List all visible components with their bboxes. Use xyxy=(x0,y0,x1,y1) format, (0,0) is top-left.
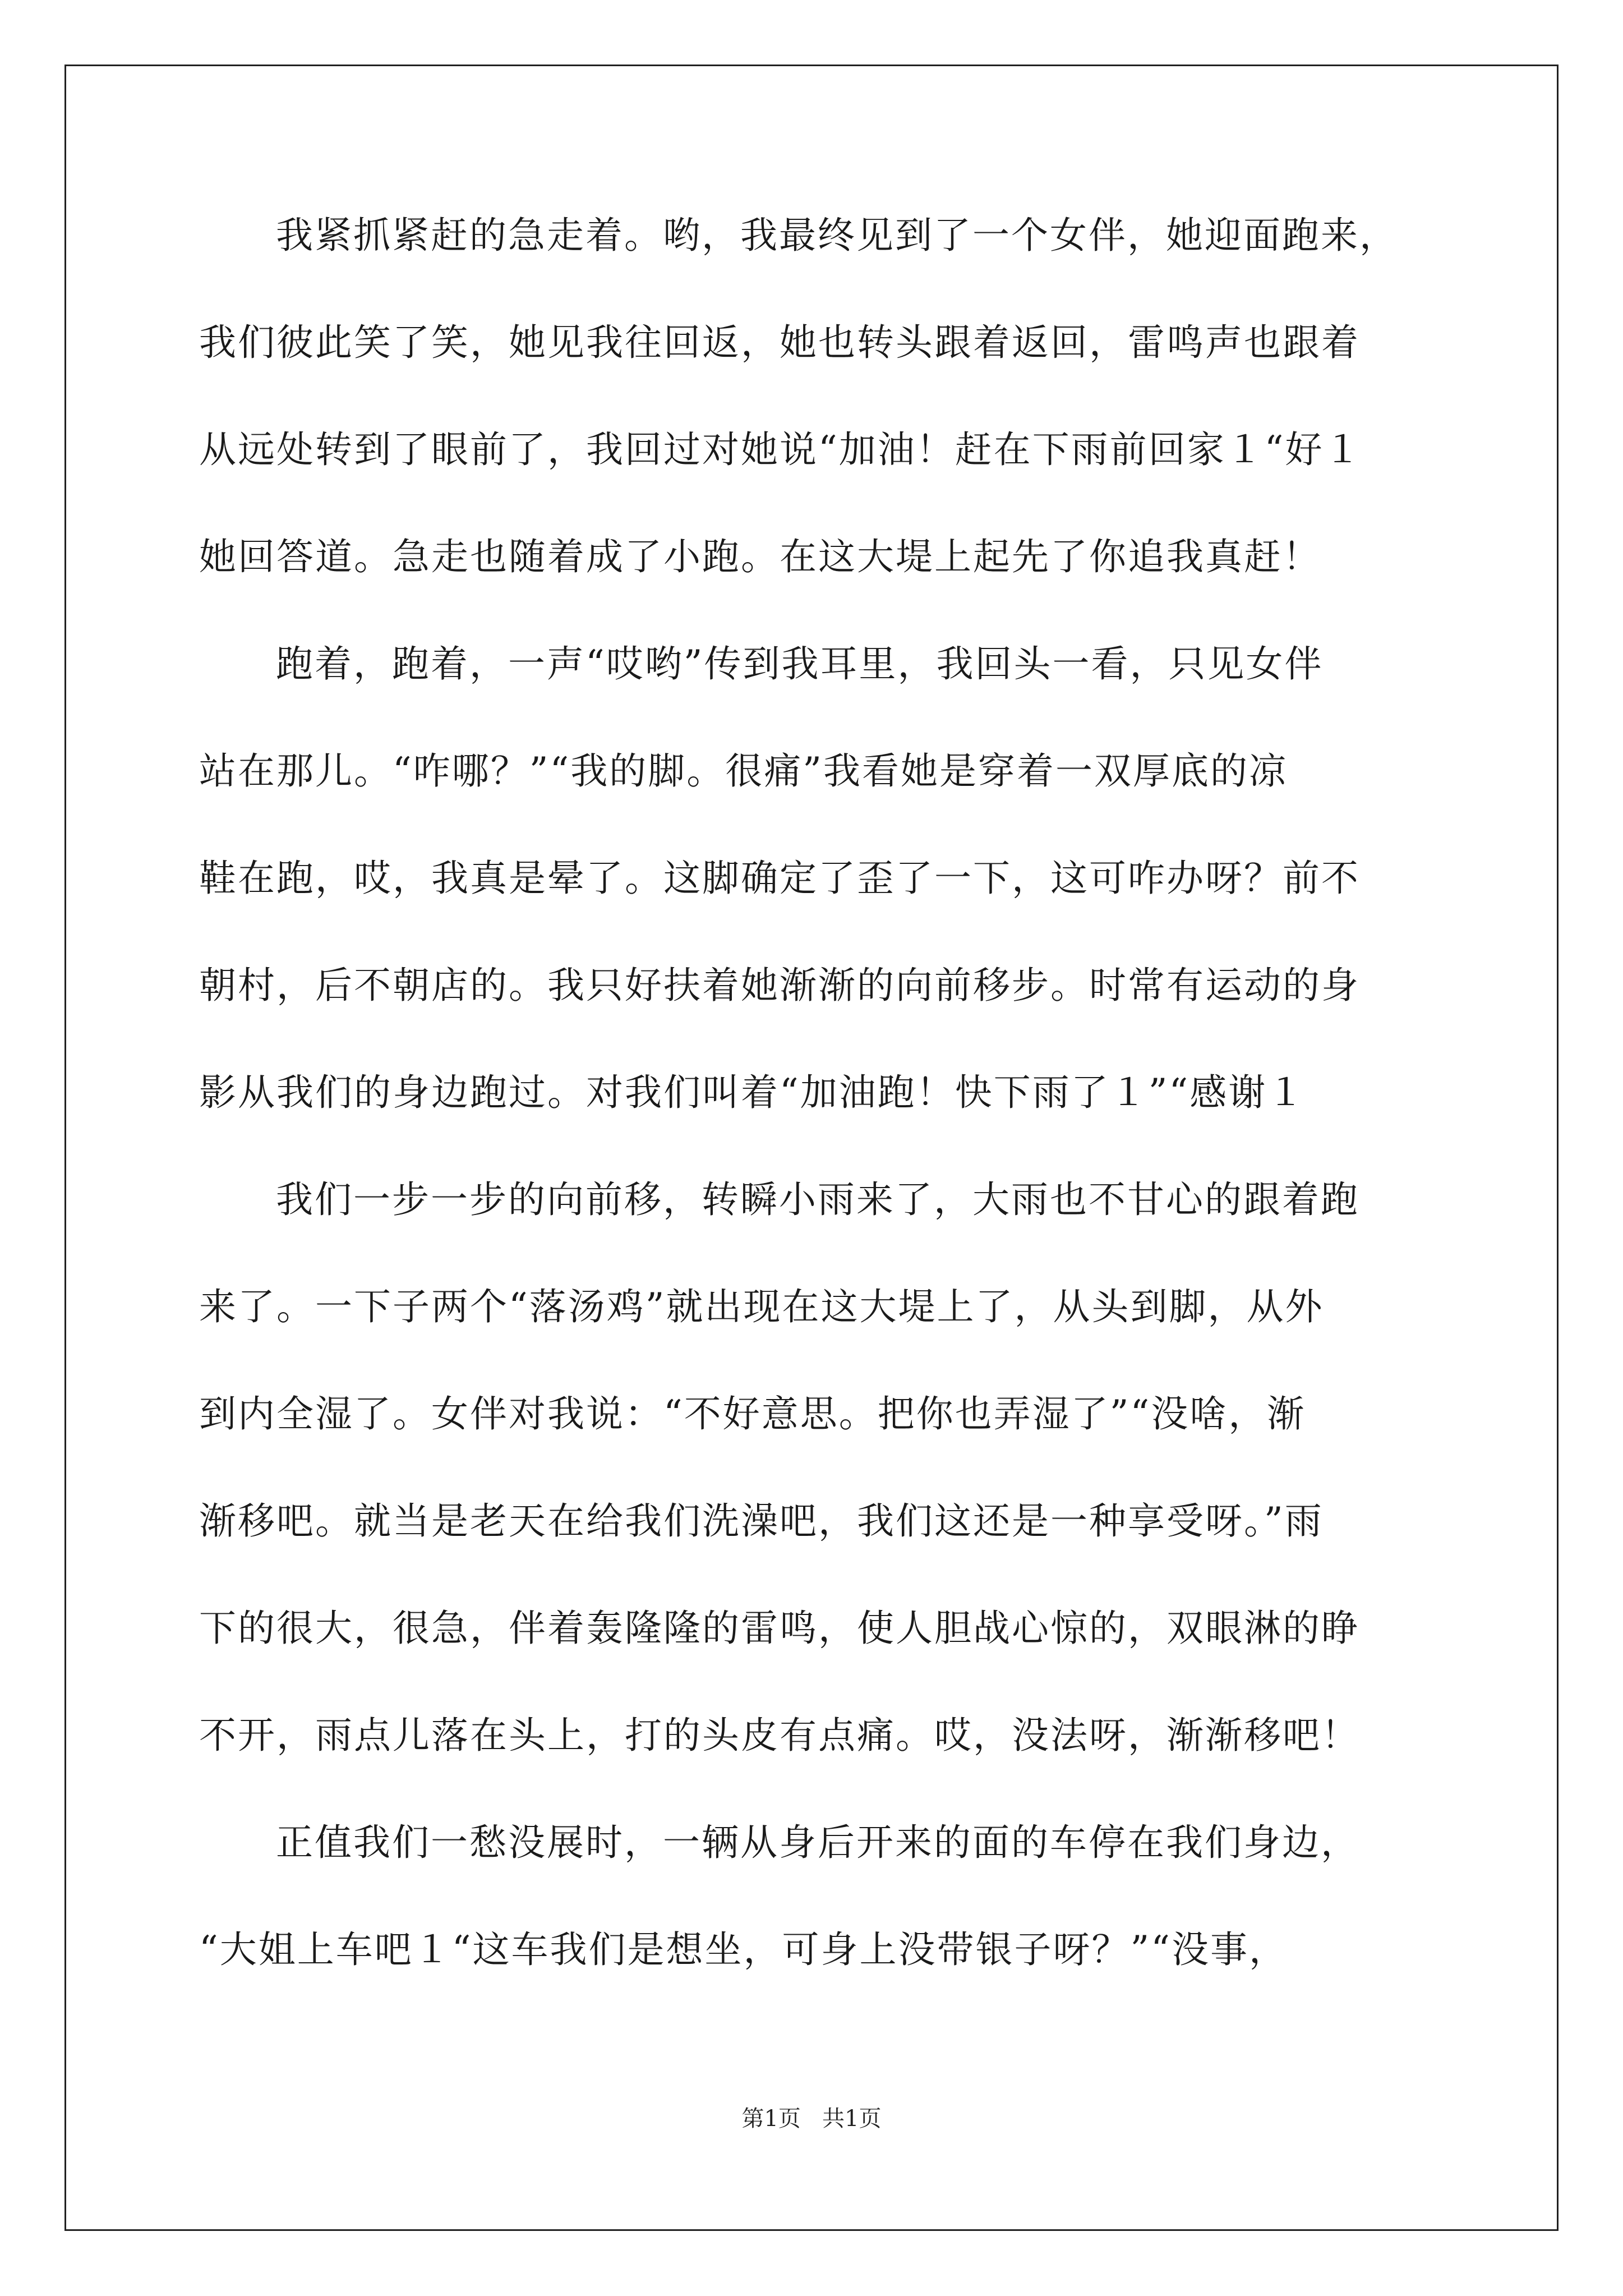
paragraph-line: 到内全湿了。女伴对我说：“不好意思。把你也弄湿了”“没啥，渐 xyxy=(199,1392,1306,1435)
paragraph-line: 我们彼此笑了笑，她见我往回返，她也转头跟着返回，雷鸣声也跟着 xyxy=(199,321,1360,364)
paragraph-line: 正值我们一愁没展时，一辆从身后开来的面的车停在我们身边， xyxy=(276,1821,1359,1864)
paragraph-line: 下的很大，很急，伴着轰隆隆的雷鸣，使人胆战心惊的，双眼淋的睁 xyxy=(199,1607,1360,1650)
paragraph-line: 我们一步一步的向前移，转瞬小雨来了，大雨也不甘心的跟着跑 xyxy=(276,1178,1359,1221)
document-body xyxy=(199,206,1433,2028)
paragraph-line: 渐移吧。就当是老天在给我们洗澡吧，我们这还是一种享受呀。”雨 xyxy=(199,1499,1324,1543)
paragraph-line: 朝村，后不朝店的。我只好扶着她渐渐的向前移步。时常有运动的身 xyxy=(199,964,1360,1007)
paragraph-line: 我紧抓紧赶的急走着。哟，我最终见到了一个女伴，她迎面跑来， xyxy=(276,214,1398,257)
paragraph-line: 站在那儿。“咋哪？”“我的脚。很痛”我看她是穿着一双厚底的凉 xyxy=(199,749,1288,793)
paragraph-line: 跑着，跑着，一声“哎哟”传到我耳里，我回头一看，只见女伴 xyxy=(276,642,1324,685)
paragraph-line: 不开，雨点儿落在头上，打的头皮有点痛。哎，没法呀，渐渐移吧！ xyxy=(199,1714,1360,1757)
paragraph-line: “大姐上车吧１“这车我们是想坐，可身上没带银子呀？”“没事， xyxy=(199,1928,1288,1971)
paragraph-line: 从远处转到了眼前了，我回过对她说“加油！赶在下雨前回家１“好１ xyxy=(199,428,1363,471)
paragraph-line: 她回答道。急走也随着成了小跑。在这大堤上起先了你追我真赶！ xyxy=(199,535,1321,578)
paragraph-line: 影从我们的身边跑过。对我们叫着“加油跑！快下雨了１”“感谢１ xyxy=(199,1071,1306,1114)
page-number-footer: 第1页 共1页 xyxy=(741,2106,882,2132)
paragraph-line: 鞋在跑，哎，我真是晕了。这脚确定了歪了一下，这可咋办呀？前不 xyxy=(199,857,1360,900)
paragraph-line: 来了。一下子两个“落汤鸡”就出现在这大堤上了，从头到脚，从外 xyxy=(199,1285,1324,1328)
